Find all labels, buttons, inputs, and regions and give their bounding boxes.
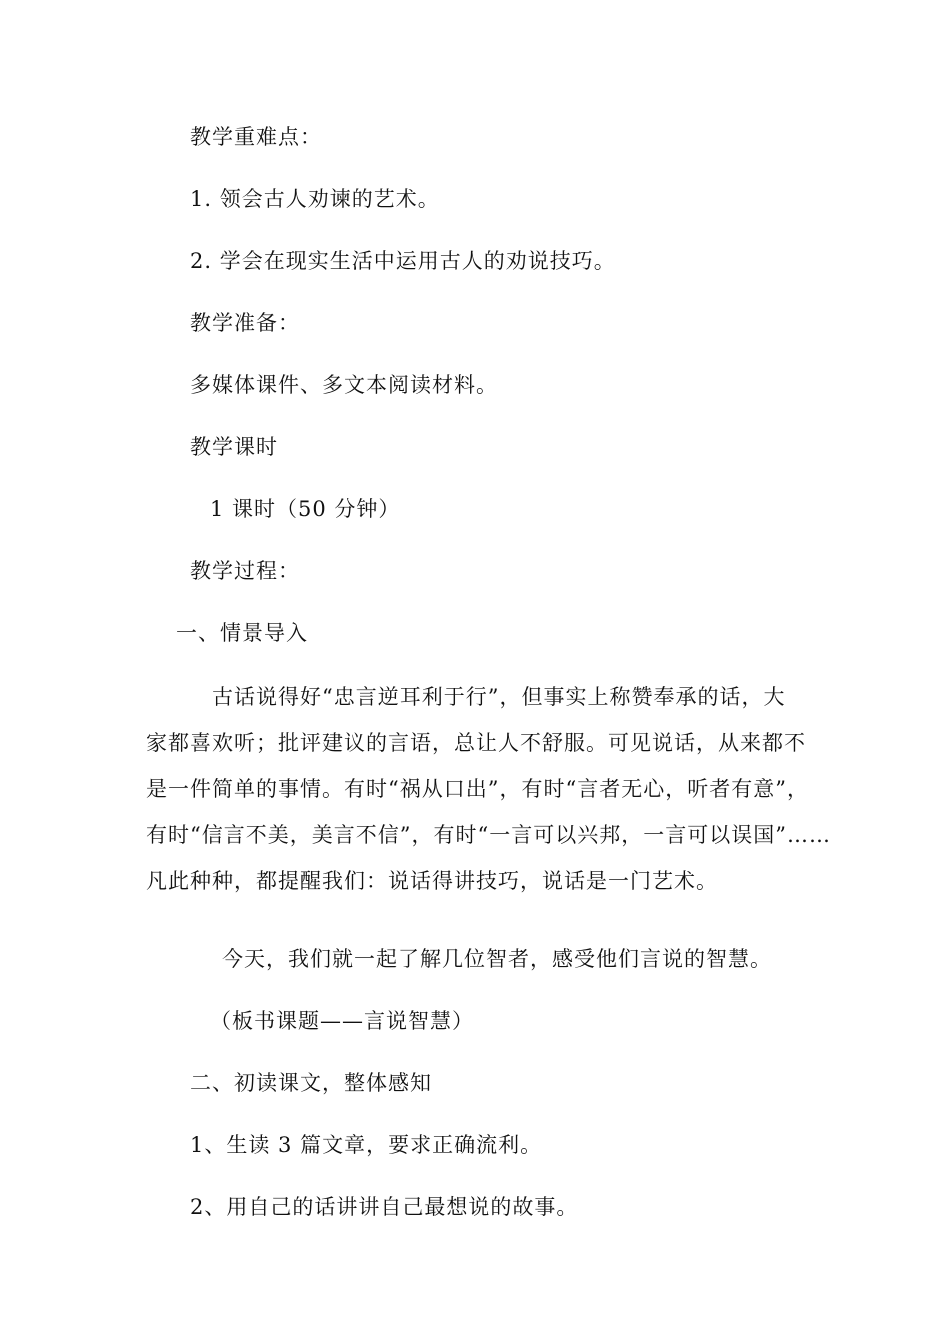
intro-line-3: 是一件简单的事情。有时“祸从口出”，有时“言者无心，听者有意”， bbox=[146, 777, 809, 801]
intro-line-4: 有时“信言不美，美言不信”，有时“一言可以兴邦，一言可以误国”…… bbox=[146, 823, 831, 847]
focus-item-1: 1. 领会古人劝谏的艺术。 bbox=[190, 187, 440, 211]
board-title-text: （板书课题——言说智慧） bbox=[210, 1009, 474, 1033]
section-2-heading: 二、初读课文，整体感知 bbox=[190, 1071, 432, 1095]
focus-item-2: 2. 学会在现实生活中运用古人的劝说技巧。 bbox=[190, 249, 616, 273]
intro-line-1: 古话说得好“忠言逆耳利于行”，但事实上称赞奉承的话，大 bbox=[212, 685, 786, 709]
section-2-item-2: 2、用自己的话讲讲自己最想说的故事。 bbox=[190, 1195, 579, 1219]
heading-teaching-focus: 教学重难点： bbox=[190, 125, 322, 149]
heading-teaching-process: 教学过程： bbox=[190, 559, 300, 583]
intro-line-2: 家都喜欢听；批评建议的言语，总让人不舒服。可见说话，从来都不 bbox=[146, 731, 806, 755]
heading-teaching-hours: 教学课时 bbox=[190, 435, 278, 459]
preparation-text: 多媒体课件、多文本阅读材料。 bbox=[190, 373, 498, 397]
intro-line-5: 凡此种种，都提醒我们：说话得讲技巧，说话是一门艺术。 bbox=[146, 869, 718, 893]
section-1-heading: 一、情景导入 bbox=[176, 621, 308, 645]
teaching-hours-text: 1 课时（50 分钟） bbox=[210, 497, 401, 521]
section-2-item-1: 1、生读 3 篇文章，要求正确流利。 bbox=[190, 1133, 543, 1157]
today-text: 今天，我们就一起了解几位智者，感受他们言说的智慧。 bbox=[222, 947, 772, 971]
heading-teaching-preparation: 教学准备： bbox=[190, 311, 300, 335]
